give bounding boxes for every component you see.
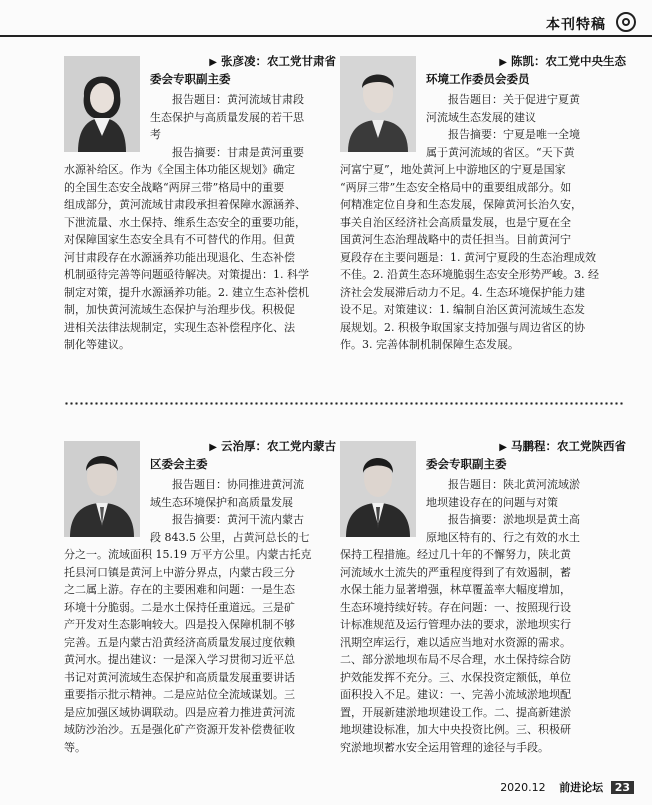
article-zhang-abstract bbox=[64, 161, 336, 354]
abstract-line: 段 843.5 公里，占黄河总长的七 bbox=[150, 530, 310, 544]
magazine-name: 前进论坛 bbox=[559, 781, 604, 794]
abstract-line: 计标准规范及运行管理办法的要求，淤地坝实行 bbox=[340, 618, 571, 631]
article-chen-body bbox=[426, 91, 626, 161]
abstract-line: 保持工程措施。经过几十年的不懈努力，陕北黄 bbox=[340, 548, 571, 561]
abstract-line: 书记对黄河流域生态保护和高质量发展重要讲话 bbox=[64, 670, 295, 684]
section-title: 本刊特稿 bbox=[546, 17, 606, 33]
page-footer bbox=[500, 779, 634, 795]
report-title-line: 报告题目：黄河流域甘肃段 bbox=[172, 93, 304, 106]
author-name-line: ▶ 云治厚：农工党内蒙古 bbox=[209, 439, 336, 453]
abstract-line: 等。 bbox=[64, 740, 86, 754]
abstract-line: 置，开展新建淤地坝建设工作。二、提高新建淤 bbox=[340, 705, 571, 719]
author-title-line: 环境工作委员会委员 bbox=[426, 72, 530, 86]
abstract-line: 域防沙治沙。五是强化矿产资源开发补偿费征收 bbox=[64, 723, 295, 736]
abstract-line: 制化等建议。 bbox=[64, 338, 130, 351]
article-yun-body bbox=[150, 476, 336, 546]
triangle-pointer-icon: ▶ bbox=[499, 57, 507, 68]
portrait-photo-zhang bbox=[64, 56, 140, 152]
abstract-line: 制，加快黄河流域生态保护与治理步伐。积极促 bbox=[64, 303, 295, 316]
abstract-line: 二、部分淤地坝布局不尽合理，水土保持综合防 bbox=[340, 653, 571, 666]
article-ma-body bbox=[426, 476, 626, 546]
abstract-line: 重要指示批示精神。二是应站位全流域谋划。三 bbox=[64, 688, 295, 701]
abstract-line: 机制亟待完善等问题亟待解决。对策提出：1. 科学 bbox=[64, 268, 309, 281]
portrait-photo-chen bbox=[340, 56, 416, 152]
issue-date: 2020.12 bbox=[500, 781, 546, 794]
portrait-photo-ma bbox=[340, 441, 416, 537]
report-title-line: 域生态环境保护和高质量发展 bbox=[150, 495, 293, 509]
abstract-line: 水保土能力显著增强，林草覆盖率大幅度增加， bbox=[340, 583, 571, 596]
abstract-line: 面积投入不足。建议：一、完善小流域淤地坝配 bbox=[340, 688, 571, 701]
abstract-line: 报告摘要：宁夏是唯一全境 bbox=[448, 128, 580, 141]
header-rule bbox=[0, 35, 652, 37]
author-name-line: ▶ 陈凯：农工党中央生态 bbox=[499, 54, 626, 68]
article-chen-abstract bbox=[340, 161, 626, 354]
abstract-line: 设不足。对策建议：1. 编制自治区黄河流域生态发 bbox=[340, 303, 585, 316]
abstract-line: 生态环境持续好转。存在问题：一、按照现行设 bbox=[340, 600, 571, 614]
abstract-line: “两屏三带”生态安全格局中的重要组成部分。如 bbox=[340, 180, 572, 194]
abstract-line: 进相关法律法规制定，实现生态补偿程序化、法 bbox=[64, 320, 295, 334]
abstract-line: 水源补给区。作为《全国主体功能区规划》确定 bbox=[64, 163, 295, 176]
abstract-line: 环境十分脆弱。二是水土保持任重道远。三是矿 bbox=[64, 600, 295, 614]
abstract-line: 事关自治区经济社会高质量发展，也是宁夏在全 bbox=[340, 215, 571, 229]
abstract-line: 原地区特有的、行之有效的水土 bbox=[426, 530, 580, 544]
abstract-line: 河流域水土流失的严重程度得到了有效遏制，蓄 bbox=[340, 565, 571, 579]
abstract-line: 是应加强区域协调联动。四是应着力推进黄河流 bbox=[64, 705, 295, 719]
portrait-photo-yun bbox=[64, 441, 140, 537]
author-title-line: 委会专职副主委 bbox=[426, 457, 507, 471]
abstract-line: 地坝建设标准，加大中央投资比例。三、积极研 bbox=[340, 723, 571, 736]
abstract-line: 作。3. 完善体制机制保障生态发展。 bbox=[340, 338, 519, 351]
abstract-line: 的全国生态安全战略“两屏三带”格局中的重要 bbox=[64, 180, 285, 194]
abstract-line: 组成部分，黄河流域甘肃段承担着保障水源涵养、 bbox=[64, 198, 306, 211]
report-title-line: 报告题目：关于促进宁夏黄 bbox=[448, 93, 580, 106]
abstract-line: 对保障国家生态安全具有不可替代的作用。但黄 bbox=[64, 233, 295, 246]
article-yun-abstract bbox=[64, 546, 336, 756]
abstract-line: 汛期空库运行，难以适应当地对水资源的需求。 bbox=[340, 635, 571, 649]
report-title-line: 考 bbox=[150, 128, 161, 141]
abstract-line: 报告摘要：淤地坝是黄土高 bbox=[448, 513, 580, 526]
report-title-line: 报告题目：协同推进黄河流 bbox=[172, 478, 304, 491]
abstract-line: 黄河水。提出建议：一是深入学习贯彻习近平总 bbox=[64, 653, 295, 666]
page-number: 23 bbox=[611, 781, 634, 794]
abstract-line: 报告摘要：黄河干流内蒙古 bbox=[172, 513, 304, 526]
abstract-line: 究淤地坝蓄水安全运用管理的途径与手段。 bbox=[340, 740, 549, 754]
abstract-line: 产开发对生态影响较大。四是投入保障机制不够 bbox=[64, 618, 295, 631]
abstract-line: 夏段存在主要问题是：1. 黄河宁夏段的生态治理成效 bbox=[340, 250, 596, 264]
report-title-line: 河流域生态发展的建议 bbox=[426, 110, 536, 124]
triangle-pointer-icon: ▶ bbox=[209, 57, 217, 68]
author-title-line: 区委会主委 bbox=[150, 457, 208, 471]
abstract-line: 托县河口镇是黄河上中游分界点，内蒙古段三分 bbox=[64, 565, 295, 579]
article-zhang-body bbox=[150, 91, 336, 161]
abstract-line: 完善。五是内蒙古沿黄经济高质量发展过度依赖 bbox=[64, 635, 295, 649]
author-name-line: ▶ 马鹏程：农工党陕西省 bbox=[499, 439, 626, 453]
abstract-line: 护效能发挥不充分。三、水保投资定额低，单位 bbox=[340, 670, 571, 684]
abstract-line: 济社会发展滞后动力不足。4. 生态环境保护能力建 bbox=[340, 285, 585, 299]
abstract-line: 下泄流量、水土保持、维系生态安全的重要功能， bbox=[64, 215, 306, 229]
abstract-line: 制定对策，提升水源涵养功能。2. 建立生态补偿机 bbox=[64, 285, 309, 299]
report-title-line: 地坝建设存在的问题与对策 bbox=[426, 495, 558, 509]
abstract-line: 何精准定位自身和生态发展，保障黄河长治久安， bbox=[340, 198, 582, 211]
abstract-line: 分之一。流域面积 15.19 万平方公里。内蒙古托克 bbox=[64, 548, 312, 561]
abstract-line: 之二属上游。存在的主要困难和问题：一是生态 bbox=[64, 583, 295, 596]
report-title-line: 生态保护与高质量发展的若干思 bbox=[150, 110, 304, 124]
abstract-line: 属于黄河流域的省区。“天下黄 bbox=[426, 145, 575, 159]
author-name-line: ▶ 张彦凌：农工党甘肃省 bbox=[209, 54, 336, 68]
triangle-pointer-icon: ▶ bbox=[209, 442, 217, 453]
abstract-line: 不佳。2. 沿黄生态环境脆弱生态安全形势严峻。3. 经 bbox=[340, 268, 599, 281]
author-title-line: 委会专职副主委 bbox=[150, 72, 231, 86]
abstract-line: 河甘肃段存在水源涵养功能出现退化、生态补偿 bbox=[64, 250, 295, 264]
abstract-line: 河富宁夏”，地处黄河上中游地区的宁夏是国家 bbox=[340, 163, 566, 176]
article-ma-abstract bbox=[340, 546, 626, 756]
magazine-logo-icon bbox=[616, 12, 636, 32]
triangle-pointer-icon: ▶ bbox=[499, 442, 507, 453]
report-title-line: 报告题目：陕北黄河流域淤 bbox=[448, 478, 580, 491]
abstract-line: 报告摘要：甘肃是黄河重要 bbox=[172, 145, 304, 159]
abstract-line: 国黄河生态治理战略中的责任担当。目前黄河宁 bbox=[340, 233, 571, 246]
abstract-line: 展规划。2. 积极争取国家支持加强与周边省区的协 bbox=[340, 320, 585, 334]
section-separator bbox=[64, 402, 624, 405]
